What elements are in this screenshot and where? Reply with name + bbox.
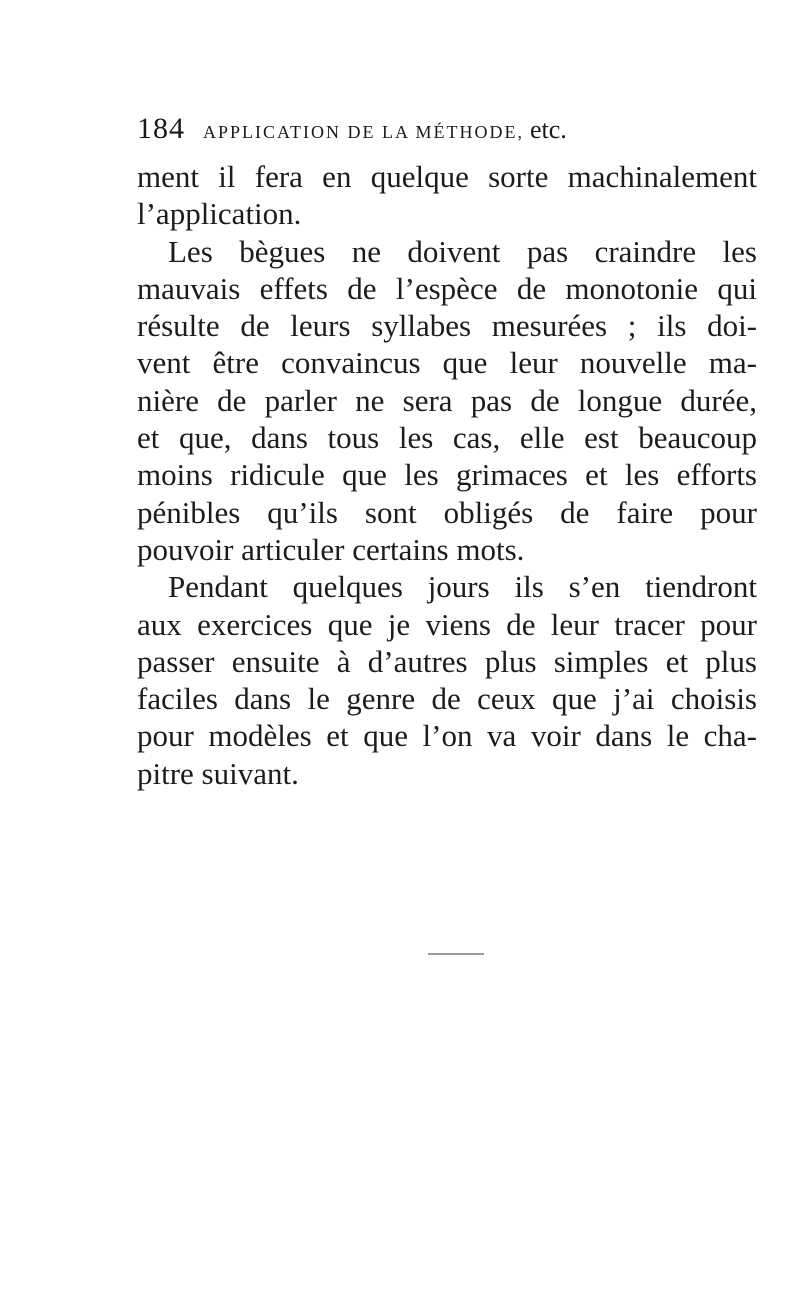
page-number: 184 [137,112,185,145]
text-line: Les bègues ne doivent pas craindre les [168,233,757,269]
text-line: pénibles qu’ils sont obligés de faire pour [137,494,757,530]
body-text [137,158,757,792]
running-title-etc: etc. [530,115,567,144]
bleed-through-rule [428,953,484,955]
text-line: pour modèles et que l’on va voir dans le cha- [137,718,757,754]
text-line: aux exercices que je viens de leur tracer pour [137,606,757,642]
text-line: résulte de leurs syllabes mesurées ; ils doi- [137,308,757,344]
text-line: vent être convaincus que leur nouvelle ma- [137,345,757,381]
text-line: moins ridicule que les grimaces et les efforts [137,457,757,493]
text-line: nière de parler ne sera pas de longue durée, [137,382,757,418]
text-line: ment il fera en quelque sorte machinalement [137,159,757,194]
text-line: mauvais effets de l’espèce de monotonie qui [137,270,757,306]
text-line: pitre suivant. [137,755,299,791]
text-line: pouvoir articuler certains mots. [137,531,525,567]
text-line: Pendant quelques jours ils s’en tiendront [168,569,757,605]
text-line: l’application. [137,196,302,232]
running-title: APPLICATION DE LA MÉTHODE, [203,122,524,142]
text-line: et que, dans tous les cas, elle est beaucoup [137,420,757,456]
running-header [137,112,757,146]
text-line: faciles dans le genre de ceux que j’ai choisis [137,681,757,717]
text-line: passer ensuite à d’autres plus simples et plus [137,643,757,679]
